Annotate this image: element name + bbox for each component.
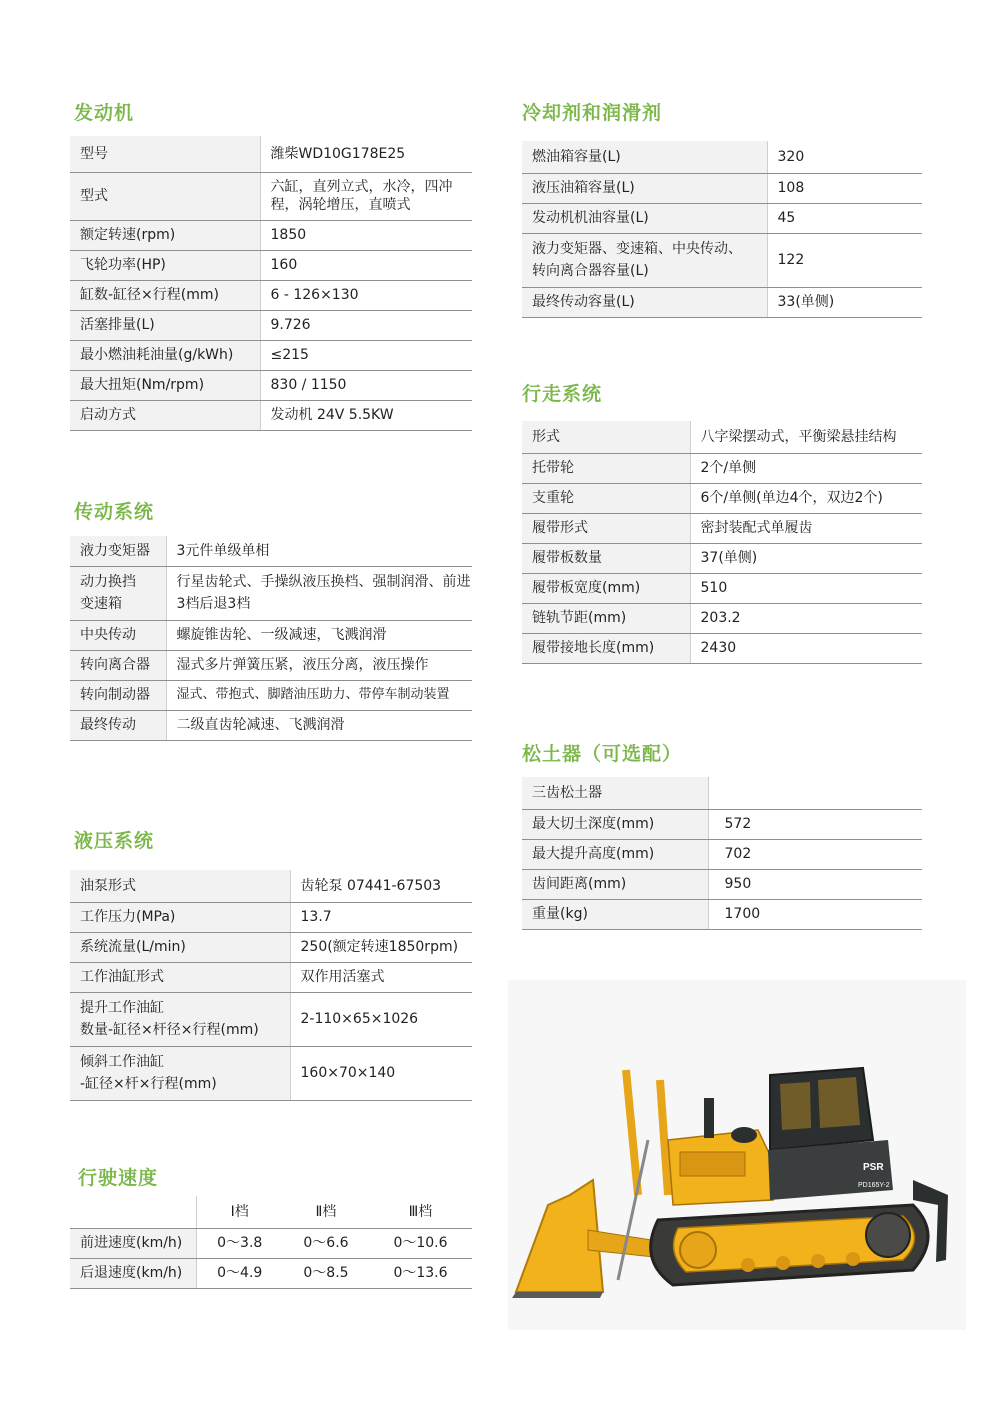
table-header-row: [70, 1196, 472, 1228]
table-row: [70, 1258, 472, 1288]
air-filter: [731, 1127, 757, 1143]
spec-key: 倾斜工作油缸 -缸径×杆×行程(mm): [70, 1046, 290, 1100]
spec-key: 形式: [522, 421, 690, 453]
spec-key: 提升工作油缸 数量-缸径×杆径×行程(mm): [70, 992, 290, 1046]
gear-header: Ⅲ档: [369, 1196, 472, 1228]
spec-value: 发动机 24V 5.5KW: [260, 400, 472, 430]
spec-key: 最大切土深度(mm): [522, 809, 708, 839]
spec-key: 履带接地长度(mm): [522, 633, 690, 663]
table-row: [70, 250, 472, 280]
table-row: [522, 421, 922, 453]
radiator-grille: [680, 1152, 745, 1176]
bulldozer-photo: [508, 980, 966, 1330]
speed-table: [70, 1196, 472, 1289]
spec-key: 缸数-缸径×行程(mm): [70, 280, 260, 310]
spec-value: 160×70×140: [290, 1046, 472, 1100]
table-row: [70, 340, 472, 370]
spec-value: 2430: [690, 633, 922, 663]
spec-key: 系统流量(L/min): [70, 932, 290, 962]
spec-key: 托带轮: [522, 453, 690, 483]
table-row: [522, 173, 922, 203]
spec-value: 160: [260, 250, 472, 280]
spec-key: 最大扭矩(Nm/rpm): [70, 370, 260, 400]
engine-title: 发动机: [74, 102, 135, 124]
spec-value: 45: [767, 203, 922, 233]
transmission-table: [70, 536, 472, 741]
table-row: [522, 839, 922, 869]
table-row: [70, 566, 472, 620]
table-row: [522, 809, 922, 839]
blade-edge: [512, 1292, 603, 1298]
spec-value: 6 - 126×130: [260, 280, 472, 310]
hydraulic-table: [70, 870, 472, 1101]
spec-key: 转向离合器: [70, 650, 166, 680]
spec-key: 工作压力(MPa): [70, 902, 290, 932]
table-row: [70, 370, 472, 400]
speed-value: 0～6.6: [283, 1228, 369, 1258]
spec-key: 油泵形式: [70, 870, 290, 902]
spec-key: 启动方式: [70, 400, 260, 430]
table-row: [522, 287, 922, 317]
spec-key: 燃油箱容量(L): [522, 141, 767, 173]
spec-value: 湿式多片弹簧压紧，液压分离，液压操作: [166, 650, 472, 680]
table-row: [522, 453, 922, 483]
table-row: [70, 710, 472, 740]
spec-key: 支重轮: [522, 483, 690, 513]
table-row: [522, 603, 922, 633]
spec-key: 中央传动: [70, 620, 166, 650]
speed-title: 行驶速度: [78, 1167, 159, 1189]
table-row: [70, 680, 472, 710]
gear-header: Ⅱ档: [283, 1196, 369, 1228]
spec-value: ≤215: [260, 340, 472, 370]
spec-value: 双作用活塞式: [290, 962, 472, 992]
spec-value: 齿轮泵 07441-67503: [290, 870, 472, 902]
speed-key: 后退速度(km/h): [70, 1258, 196, 1288]
table-row: [522, 899, 922, 929]
hydraulic-title: 液压系统: [74, 830, 155, 852]
spec-value: 320: [767, 141, 922, 173]
table-row: [70, 1228, 472, 1258]
idler-wheel: [680, 1232, 716, 1268]
spec-key: 最终传动: [70, 710, 166, 740]
spec-key: 履带板宽度(mm): [522, 573, 690, 603]
spec-value: 122: [767, 233, 922, 287]
table-row: [70, 280, 472, 310]
spec-key: 动力换挡 变速箱: [70, 566, 166, 620]
spec-key: 发动机机油容量(L): [522, 203, 767, 233]
spec-key: 最终传动容量(L): [522, 287, 767, 317]
spec-key: 三齿松土器: [522, 777, 708, 809]
table-row: [70, 870, 472, 902]
spec-value: 六缸，直列立式，水冷，四冲程，涡轮增压，直喷式: [260, 172, 472, 220]
speed-value: 0～3.8: [196, 1228, 283, 1258]
spec-value: 1700: [708, 899, 922, 929]
ripper-title: 松土器（可选配）: [522, 743, 683, 765]
table-row: [522, 483, 922, 513]
spec-key: 额定转速(rpm): [70, 220, 260, 250]
spec-value: 572: [708, 809, 922, 839]
spec-value: 螺旋锥齿轮、一级减速，飞溅润滑: [166, 620, 472, 650]
spec-value: 950: [708, 869, 922, 899]
spec-key: 转向制动器: [70, 680, 166, 710]
cab-window: [780, 1082, 811, 1130]
spec-key: 链轨节距(mm): [522, 603, 690, 633]
spec-value: 1850: [260, 220, 472, 250]
table-row: [70, 992, 472, 1046]
spec-value: 湿式、带抱式、脚踏油压助力、带停车制动装置: [166, 680, 472, 710]
speed-value: 0～13.6: [369, 1258, 472, 1288]
spec-key: 液力变矩器、变速箱、中央传动、 转向离合器容量(L): [522, 233, 767, 287]
spec-value: 行星齿轮式、手操纵液压换档、强制润滑、前进3档后退3档: [166, 566, 472, 620]
table-row: [522, 543, 922, 573]
spec-value: 33(单侧): [767, 287, 922, 317]
spec-value: 702: [708, 839, 922, 869]
table-row: [70, 310, 472, 340]
spec-value: 密封装配式单履齿: [690, 513, 922, 543]
table-row: [522, 203, 922, 233]
speed-value: 0～10.6: [369, 1228, 472, 1258]
gear-header: Ⅰ档: [196, 1196, 283, 1228]
roller: [846, 1252, 860, 1266]
cab-window: [818, 1077, 860, 1128]
spec-value: [708, 777, 922, 809]
coolant-table: [522, 141, 922, 318]
table-row: [522, 633, 922, 663]
spec-value: 2个/单侧: [690, 453, 922, 483]
spec-key: 履带形式: [522, 513, 690, 543]
table-row: [70, 1046, 472, 1100]
roller: [811, 1254, 825, 1268]
speed-value: 0～8.5: [283, 1258, 369, 1288]
spec-value: 3元件单级单相: [166, 536, 472, 566]
model-badge: PD165Y-2: [858, 1182, 890, 1189]
table-row: [522, 141, 922, 173]
spec-value: 6个/单侧(单边4个，双边2个): [690, 483, 922, 513]
exhaust-pipe: [704, 1098, 714, 1138]
table-row: [70, 932, 472, 962]
table-row: [522, 513, 922, 543]
spec-key: 齿间距离(mm): [522, 869, 708, 899]
spec-value: 二级直齿轮减速、飞溅润滑: [166, 710, 472, 740]
brand-badge: PSR: [863, 1162, 884, 1173]
spec-value: 2-110×65×1026: [290, 992, 472, 1046]
spec-value: 八字梁摆动式，平衡梁悬挂结构: [690, 421, 922, 453]
engine-table: [70, 136, 472, 431]
table-row: [70, 136, 472, 172]
table-row: [70, 536, 472, 566]
table-row: [70, 220, 472, 250]
spec-value: 9.726: [260, 310, 472, 340]
table-row: [70, 400, 472, 430]
spec-key: 液力变矩器: [70, 536, 166, 566]
spec-value: 510: [690, 573, 922, 603]
spec-key: 活塞排量(L): [70, 310, 260, 340]
coolant-title: 冷却剂和润滑剂: [522, 102, 663, 124]
walking-title: 行走系统: [522, 383, 603, 405]
table-row: [70, 620, 472, 650]
spec-value: 108: [767, 173, 922, 203]
roller: [776, 1256, 790, 1270]
transmission-title: 传动系统: [74, 501, 155, 523]
spec-value: 830 / 1150: [260, 370, 472, 400]
table-row: [522, 869, 922, 899]
spec-key: 最大提升高度(mm): [522, 839, 708, 869]
spec-value: 203.2: [690, 603, 922, 633]
spec-value: 37(单侧): [690, 543, 922, 573]
spec-value: 13.7: [290, 902, 472, 932]
spec-key: 型号: [70, 136, 260, 172]
spec-key: 液压油箱容量(L): [522, 173, 767, 203]
spec-key: 重量(kg): [522, 899, 708, 929]
sprocket: [866, 1213, 910, 1257]
spec-key: 最小燃油耗油量(g/kWh): [70, 340, 260, 370]
ripper-table: [522, 777, 922, 930]
table-row: [522, 777, 922, 809]
table-row: [70, 962, 472, 992]
spec-key: 型式: [70, 172, 260, 220]
table-row: [70, 650, 472, 680]
spec-key: 工作油缸形式: [70, 962, 290, 992]
table-row: [522, 573, 922, 603]
spec-key: 飞轮功率(HP): [70, 250, 260, 280]
speed-key: 前进速度(km/h): [70, 1228, 196, 1258]
walking-table: [522, 421, 922, 664]
table-row: [70, 902, 472, 932]
spec-value: 潍柴WD10G178E25: [260, 136, 472, 172]
roller: [741, 1258, 755, 1272]
spec-key: 履带板数量: [522, 543, 690, 573]
speed-value: 0～4.9: [196, 1258, 283, 1288]
spec-value: 250(额定转速1850rpm): [290, 932, 472, 962]
table-row: [70, 172, 472, 220]
table-row: [522, 233, 922, 287]
